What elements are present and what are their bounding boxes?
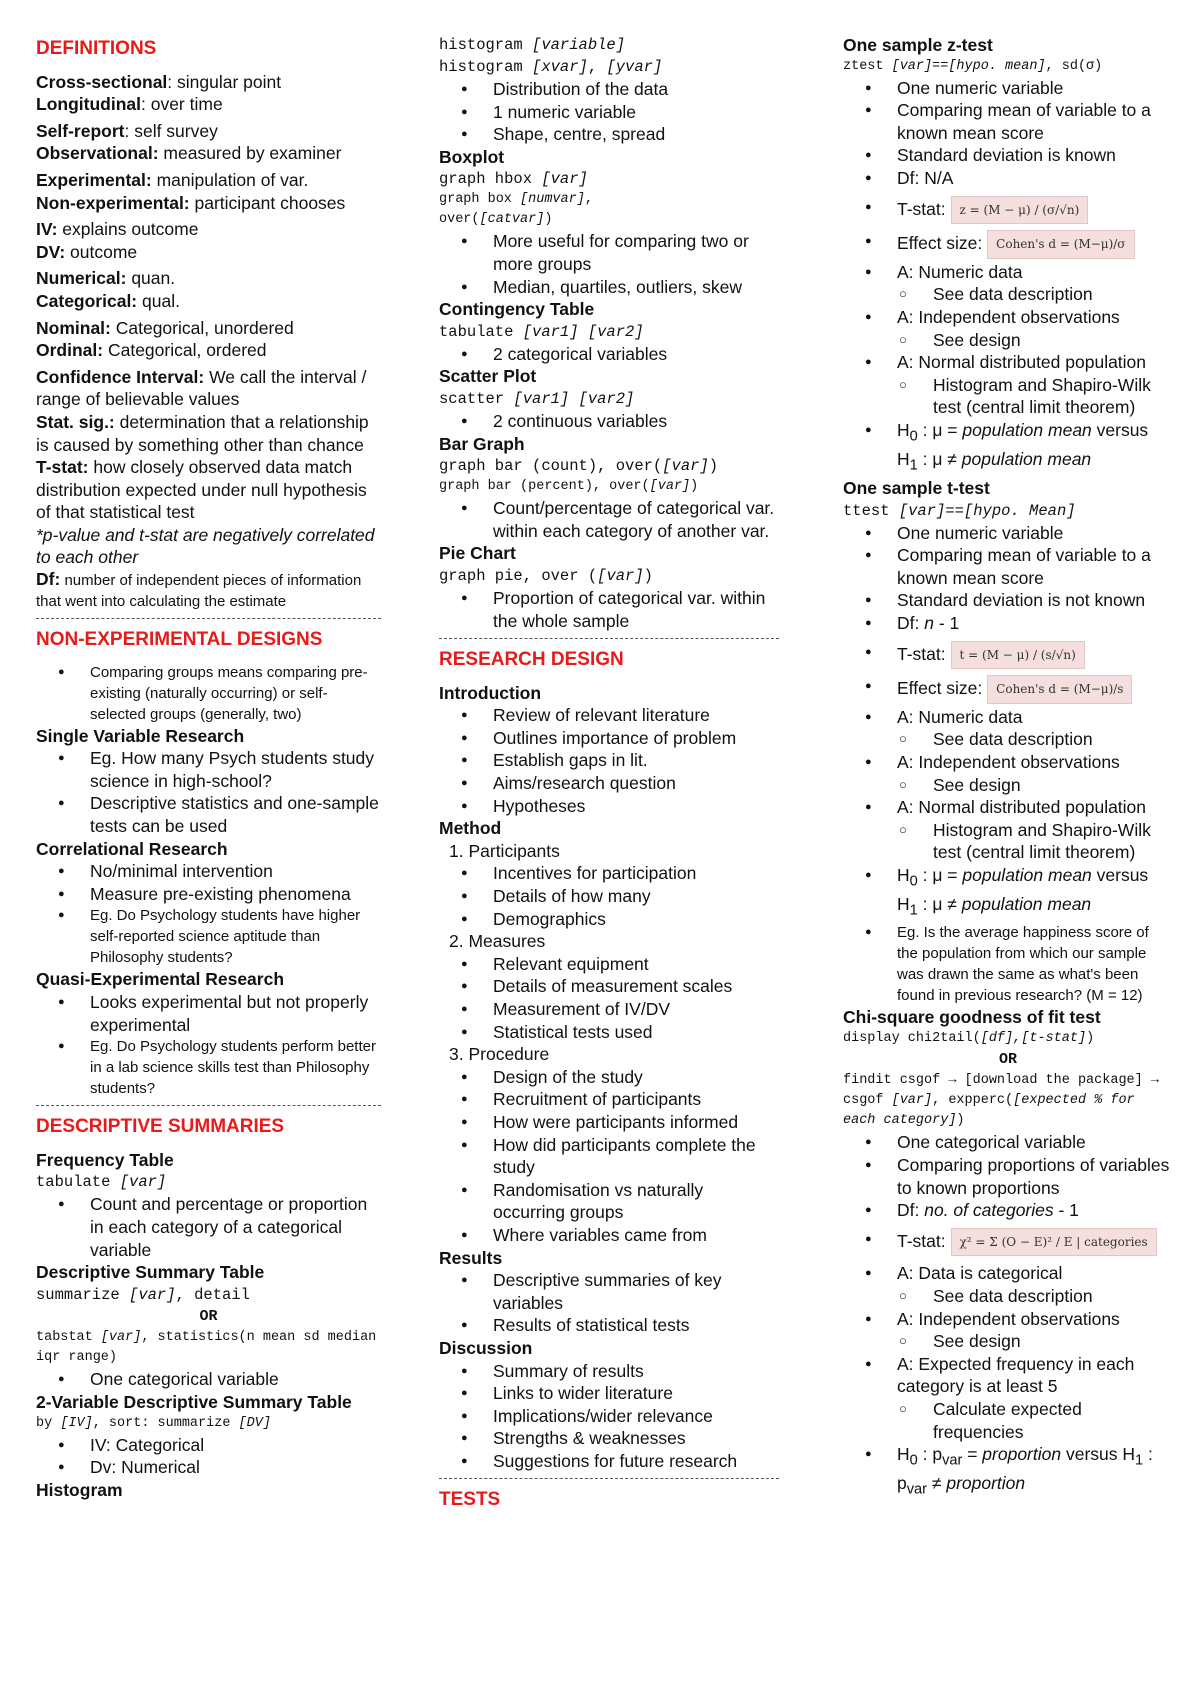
bullet-list — [439, 78, 779, 146]
definition: Stat. sig.: determination that a relationship is caused by something other than chance — [36, 411, 369, 455]
section-title-research-design: RESEARCH DESIGN — [439, 649, 624, 671]
list-item: ○ Histogram and Shapiro-Wilk test (central limit theorem) — [843, 819, 1173, 864]
list-item: ● Comparing groups means comparing pre-existing (naturally occurring) or self-selected groups (generally, two) — [36, 662, 381, 725]
bullet-list — [36, 860, 381, 905]
code-line: findit csgof → [download the package] → csgof [var], expperc([expected % for each category]) — [843, 1073, 1168, 1129]
list-item: ● Where variables came from — [439, 1224, 779, 1247]
list-item: ● Comparing mean of variable to a known mean score — [843, 544, 1173, 589]
heading: Chi-square goodness of fit test — [843, 1007, 1101, 1028]
list-item: ● No/minimal intervention — [36, 860, 381, 883]
list-item: ● T-stat: z = (M − μ) / (σ/√n) — [843, 196, 1173, 225]
bullet-list — [843, 1353, 1173, 1398]
list-item: ● Implications/wider relevance — [439, 1405, 779, 1428]
list-item: ● Relevant equipment — [439, 953, 779, 976]
list-item: ● Median, quartiles, outliers, skew — [439, 276, 779, 299]
definition: Categorical: qual. — [36, 290, 180, 311]
bullet-list — [843, 351, 1173, 374]
bullet-list — [843, 306, 1173, 329]
definition: Numerical: quan. — [36, 268, 176, 289]
definition: Observational: measured by examiner — [36, 143, 342, 164]
numbered-list — [439, 840, 779, 863]
bullet-list — [36, 662, 381, 725]
bullet-list — [843, 751, 1173, 774]
divider — [439, 1478, 779, 1479]
bullet-list — [439, 1360, 779, 1473]
code-line: scatter [var1] [var2] — [439, 389, 635, 408]
list-item: ● Eg. How many Psych students study science in high-school? — [36, 747, 381, 792]
list-item: ● Comparing mean of variable to a known mean score — [843, 99, 1173, 144]
column-3 — [843, 34, 1173, 1501]
list-item: ● Incentives for participation — [439, 862, 779, 885]
definition: Self-report: self survey — [36, 120, 218, 141]
list-item: ● T-stat: χ² = Σ (O − E)² / E | categories — [843, 1228, 1173, 1257]
sub-list — [843, 329, 1173, 352]
list-item: ● Shape, centre, spread — [439, 123, 779, 146]
definition: Confidence Interval: We call the interval / range of believable values — [36, 366, 367, 410]
definition: Df: number of independent pieces of information that went into calculating the estimate — [36, 569, 362, 611]
sub-list — [843, 1285, 1173, 1308]
bullet-list — [843, 1131, 1173, 1285]
list-item: ● Eg. Is the average happiness score of the population from which our sample was drawn the same as what's been found in previous research? (M = 12) — [843, 922, 1173, 1006]
code-line: histogram [xvar], [yvar] — [439, 58, 663, 76]
list-item: ○ See design — [843, 774, 1173, 797]
code-line: graph hbox [var] — [439, 170, 588, 189]
list-item: ● One categorical variable — [843, 1131, 1173, 1154]
cohens-d-formula: Cohen's d = (M−μ)/σ — [987, 230, 1134, 259]
list-item: ● How did participants complete the study — [439, 1134, 779, 1179]
list-item: ● 1 numeric variable — [439, 101, 779, 124]
list-item: ● Df: n - 1 — [843, 612, 1173, 635]
sub-list — [843, 1330, 1173, 1353]
list-item: ● Measure pre-existing phenomena — [36, 883, 381, 906]
list-item: ○ See data description — [843, 728, 1173, 751]
list-item: ● A: Normal distributed population — [843, 796, 1173, 819]
code-line: summarize [var], detail — [36, 1285, 250, 1304]
list-item: ● Proportion of categorical var. within the whole sample — [439, 587, 779, 632]
list-item: ● Suggestions for future research — [439, 1450, 779, 1473]
heading: Descriptive Summary Table — [36, 1262, 265, 1283]
code-line: tabulate [var1] [var2] — [439, 322, 644, 341]
list-item: ● A: Independent observations — [843, 306, 1173, 329]
bullet-list — [439, 587, 779, 632]
bullet-list — [439, 410, 779, 433]
list-item: ● A: Independent observations — [843, 1308, 1173, 1331]
heading: One sample t-test — [843, 478, 990, 499]
or-separator: OR — [998, 1050, 1017, 1068]
heading: Scatter Plot — [439, 366, 537, 387]
list-item: ● Hypotheses — [439, 795, 779, 818]
bullet-list — [843, 1443, 1173, 1501]
list-item: ● Results of statistical tests — [439, 1314, 779, 1337]
chi-square-formula: χ² = Σ (O − E)² / E | categories — [951, 1228, 1157, 1257]
list-item: ● A: Data is categorical — [843, 1262, 1173, 1285]
column-2 — [439, 34, 779, 1522]
bullet-list — [843, 419, 1173, 477]
sub-list — [843, 283, 1173, 306]
list-item: ● A: Numeric data — [843, 706, 1173, 729]
code-line: tabulate [var] — [36, 1173, 167, 1192]
list-item: ● Details of how many — [439, 885, 779, 908]
list-item: ● Statistical tests used — [439, 1021, 779, 1044]
bullet-list — [843, 922, 1173, 1006]
z-formula: z = (M − μ) / (σ/√n) — [951, 196, 1089, 225]
list-item: ○ See design — [843, 1330, 1173, 1353]
list-item: ● 2 continuous variables — [439, 410, 779, 433]
list-item: ● Df: no. of categories - 1 — [843, 1199, 1173, 1222]
code-line: display chi2tail([df],[t-stat]) — [843, 1030, 1095, 1046]
definition: Ordinal: Categorical, ordered — [36, 340, 267, 361]
divider — [36, 618, 381, 619]
heading: 2-Variable Descriptive Summary Table — [36, 1391, 352, 1412]
code-line: ztest [var]==[hypo. mean], sd(σ) — [843, 58, 1103, 74]
section-title-tests: TESTS — [439, 1489, 501, 1511]
definition: Longitudinal: over time — [36, 94, 223, 115]
list-item: ● T-stat: t = (M − μ) / (s/√n) — [843, 641, 1173, 670]
list-item: ● Establish gaps in lit. — [439, 749, 779, 772]
list-item: ● Links to wider literature — [439, 1382, 779, 1405]
list-item: 3. Procedure — [449, 1044, 550, 1065]
heading: Bar Graph — [439, 433, 525, 454]
list-item: ● One numeric variable — [843, 522, 1173, 545]
heading: Pie Chart — [439, 543, 516, 564]
list-item: ● Dv: Numerical — [36, 1456, 381, 1479]
heading: Introduction — [439, 682, 542, 703]
code-line: by [IV], sort: summarize [DV] — [36, 1415, 271, 1431]
list-item: ● Count/percentage of categorical var. within each category of another var. — [439, 497, 779, 542]
sub-list — [843, 819, 1173, 864]
list-item: ● $H_0$ : $p_{var}$ = proportion versus $H_1$ : $p_{var}$ ≠ proportion — [843, 1443, 1173, 1501]
code-line: graph bar (count), over([var]) — [439, 457, 719, 476]
bullet-list — [843, 796, 1173, 819]
list-item: ● Effect size: Cohen's d = (M−μ)/σ — [843, 230, 1173, 259]
bullet-list — [36, 1193, 381, 1261]
list-item: ● Df: N/A — [843, 167, 1173, 190]
divider — [36, 1105, 381, 1106]
definition: IV: explains outcome — [36, 219, 199, 240]
list-item: ● More useful for comparing two or more groups — [439, 230, 779, 275]
code-line: tabstat [var], statistics(n mean sd median iqr range) — [36, 1330, 385, 1366]
list-item: ● Randomisation vs naturally occurring groups — [439, 1179, 779, 1224]
definition-list — [36, 71, 381, 612]
section-title-definitions: DEFINITIONS — [36, 38, 157, 59]
list-item: ● A: Expected frequency in each category is at least 5 — [843, 1353, 1173, 1398]
bullet-list — [36, 747, 381, 837]
list-item: ● Review of relevant literature — [439, 704, 779, 727]
code-line: graph box [numvar], — [439, 192, 593, 208]
definition: DV: outcome — [36, 241, 138, 262]
heading: Single Variable Research — [36, 725, 245, 746]
list-item: ● Summary of results — [439, 1360, 779, 1383]
bullet-list — [36, 1036, 381, 1099]
list-item: ● One categorical variable — [36, 1368, 381, 1391]
list-item: ● Standard deviation is not known — [843, 589, 1173, 612]
bullet-list — [843, 864, 1173, 922]
list-item: ● Standard deviation is known — [843, 144, 1173, 167]
list-item: ● Demographics — [439, 908, 779, 931]
list-item: 2. Measures — [449, 931, 546, 952]
section-title-non-experimental: NON-EXPERIMENTAL DESIGNS — [36, 629, 323, 651]
code-line: graph bar (percent), over([var]) — [439, 479, 699, 495]
list-item: ● Descriptive statistics and one-sample tests can be used — [36, 792, 381, 837]
list-item: ● Eg. Do Psychology students have higher self-reported science aptitude than Philosophy students? — [36, 905, 381, 968]
list-item: ○ Histogram and Shapiro-Wilk test (central limit theorem) — [843, 374, 1173, 419]
code-line: histogram [variable] — [439, 36, 626, 54]
heading: Boxplot — [439, 146, 505, 167]
section-title-descriptive: DESCRIPTIVE SUMMARIES — [36, 1116, 285, 1138]
list-item: ● IV: Categorical — [36, 1434, 381, 1457]
heading: Contingency Table — [439, 299, 595, 320]
bullet-list — [439, 230, 779, 298]
bullet-list — [439, 862, 779, 930]
numbered-list — [439, 1043, 779, 1066]
code-line: over([catvar]) — [439, 212, 553, 228]
heading: Method — [439, 818, 502, 839]
heading: Frequency Table — [36, 1149, 174, 1170]
list-item: ● $H_0$ : μ = population mean versus $H_1$ : μ ≠ population mean — [843, 864, 1173, 922]
bullet-list — [36, 1434, 381, 1479]
list-item: ● $H_0$ : μ = population mean versus $H_1$ : μ ≠ population mean — [843, 419, 1173, 477]
definition: Experimental: manipulation of var. — [36, 169, 309, 190]
bullet-list — [843, 1308, 1173, 1331]
list-item: 1. Participants — [449, 840, 560, 861]
bullet-list — [843, 77, 1173, 284]
heading: Quasi-Experimental Research — [36, 969, 285, 990]
bullet-list — [36, 1368, 381, 1391]
list-item: ● Eg. Do Psychology students perform better in a lab science skills test than Philosophy students? — [36, 1036, 381, 1099]
list-item: ● One numeric variable — [843, 77, 1173, 100]
note: *p-value and t-stat are negatively correlated to each other — [36, 524, 375, 568]
bullet-list — [439, 1269, 779, 1337]
bullet-list — [439, 953, 779, 1043]
bullet-list — [439, 704, 779, 817]
list-item: ● Effect size: Cohen's d = (M−μ)/s — [843, 675, 1173, 704]
list-item: ● Count and percentage or proportion in each category of a categorical variable — [36, 1193, 381, 1261]
list-item: ● A: Numeric data — [843, 261, 1173, 284]
bullet-list — [439, 343, 779, 366]
list-item: ● Strengths & weaknesses — [439, 1427, 779, 1450]
list-item: ● How were participants informed — [439, 1111, 779, 1134]
list-item: ● Looks experimental but not properly experimental — [36, 991, 381, 1036]
heading: One sample z-test — [843, 35, 993, 55]
bullet-list — [843, 522, 1173, 729]
bullet-list — [36, 905, 381, 968]
t-formula: t = (M − μ) / (s/√n) — [951, 641, 1085, 670]
list-item: ● Details of measurement scales — [439, 975, 779, 998]
definition: Cross-sectional: singular point — [36, 71, 282, 92]
definition: Nominal: Categorical, unordered — [36, 317, 294, 338]
bullet-list — [439, 1066, 779, 1247]
sub-list — [843, 774, 1173, 797]
list-item: ● Aims/research question — [439, 772, 779, 795]
list-item: ● 2 categorical variables — [439, 343, 779, 366]
list-item: ○ See data description — [843, 283, 1173, 306]
definition: Non-experimental: participant chooses — [36, 192, 346, 213]
list-item: ○ See data description — [843, 1285, 1173, 1308]
heading: Results — [439, 1247, 503, 1268]
list-item: ● Recruitment of participants — [439, 1088, 779, 1111]
heading: Correlational Research — [36, 838, 228, 859]
code-line: graph pie, over ([var]) — [439, 566, 653, 585]
cohens-d-formula: Cohen's d = (M−μ)/s — [987, 675, 1132, 704]
list-item: ● Measurement of IV/DV — [439, 998, 779, 1021]
list-item: ○ Calculate expected frequencies — [843, 1398, 1173, 1443]
sub-list — [843, 374, 1173, 419]
list-item: ● Comparing proportions of variables to known proportions — [843, 1154, 1173, 1199]
bullet-list — [36, 991, 381, 1036]
heading: Histogram — [36, 1479, 123, 1500]
sub-list — [843, 728, 1173, 751]
list-item: ● Design of the study — [439, 1066, 779, 1089]
list-item: ● Outlines importance of problem — [439, 727, 779, 750]
or-separator: OR — [199, 1307, 218, 1325]
bullet-list — [439, 497, 779, 542]
sub-list — [843, 1398, 1173, 1443]
column-1 — [36, 34, 385, 1501]
divider — [439, 638, 779, 639]
heading: Discussion — [439, 1337, 533, 1358]
numbered-list — [439, 930, 779, 953]
list-item: ● A: Independent observations — [843, 751, 1173, 774]
definition: T-stat: how closely observed data match distribution expected under null hypothesis of that statistical test — [36, 457, 367, 523]
list-item: ○ See design — [843, 329, 1173, 352]
list-item: ● A: Normal distributed population — [843, 351, 1173, 374]
list-item: ● Distribution of the data — [439, 78, 779, 101]
code-line: ttest [var]==[hypo. Mean] — [843, 501, 1076, 520]
list-item: ● Descriptive summaries of key variables — [439, 1269, 779, 1314]
